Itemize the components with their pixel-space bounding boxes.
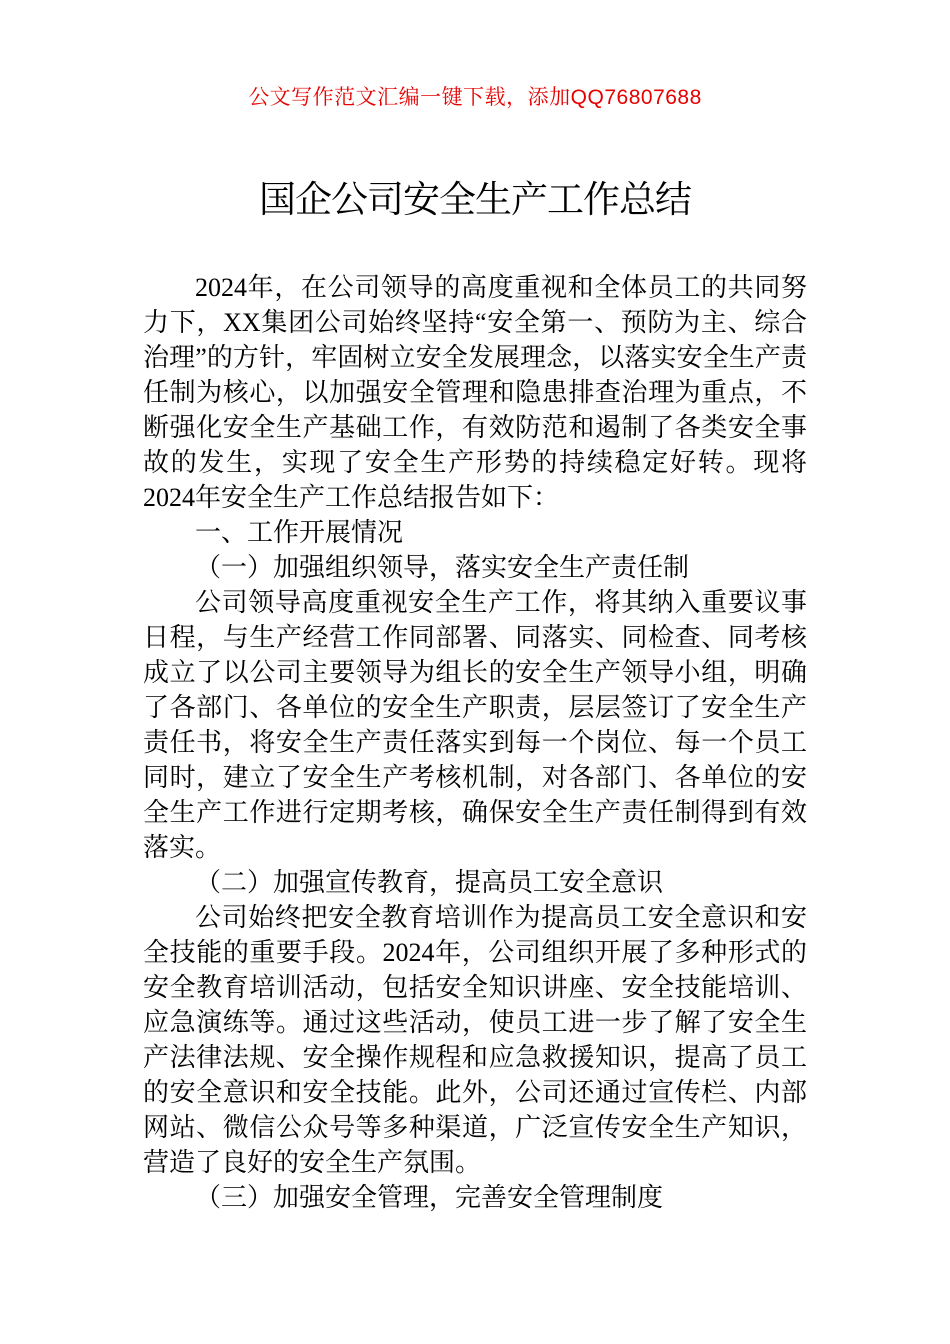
subsection-heading-1-2: （二）加强宣传教育，提高员工安全意识	[195, 868, 664, 897]
subsection-heading-1-1: （一）加强组织领导，落实安全生产责任制	[195, 553, 690, 582]
paragraph-education: 公司始终把安全教育培训作为提高员工安全意识和安全技能的重要手段。2024年，公司组织开展了多种形式的安全教育培训活动，包括安全知识讲座、安全技能培训、应急演练等。通过这些活动，使员工进一步了解了安全生产法律法规、安全操作规程和应急救援知识，提高了员工的安全意识和安全技能。此外，公司还通过宣传栏、内部网站、微信公众号等多种渠道，广泛宣传安全生产知识，营造了良好的安全生产氛围。	[143, 903, 807, 1177]
subsection-heading-1-3: （三）加强安全管理，完善安全管理制度	[195, 1183, 664, 1212]
paragraph-organization: 公司领导高度重视安全生产工作，将其纳入重要议事日程，与生产经营工作同部署、同落实、同检查、同考核成立了以公司主要领导为组长的安全生产领导小组，明确了各部门、各单位的安全生产职责，层层签订了安全生产责任书，将安全生产责任落实到每一个岗位、每一个员工同时，建立了安全生产考核机制，对各部门、各单位的安全生产工作进行定期考核，确保安全生产责任制得到有效落实。	[143, 588, 807, 862]
document-title: 国企公司安全生产工作总结	[259, 179, 691, 220]
promo-banner: 公文写作范文汇编一键下载，添加QQ76807688	[248, 86, 702, 109]
section-heading-1: 一、工作开展情况	[195, 518, 404, 547]
document-body	[143, 270, 807, 1215]
paragraph-intro: 2024年，在公司领导的高度重视和全体员工的共同努力下，XX集团公司始终坚持“安全第一、预防为主、综合治理”的方针，牢固树立安全发展理念，以落实安全生产责任制为核心，以加强安全管理和隐患排查治理为重点，不断强化安全生产基础工作，有效防范和遏制了各类安全事故的发生，实现了安全生产形势的持续稳定好转。现将2024年安全生产工作总结报告如下：	[143, 273, 807, 512]
